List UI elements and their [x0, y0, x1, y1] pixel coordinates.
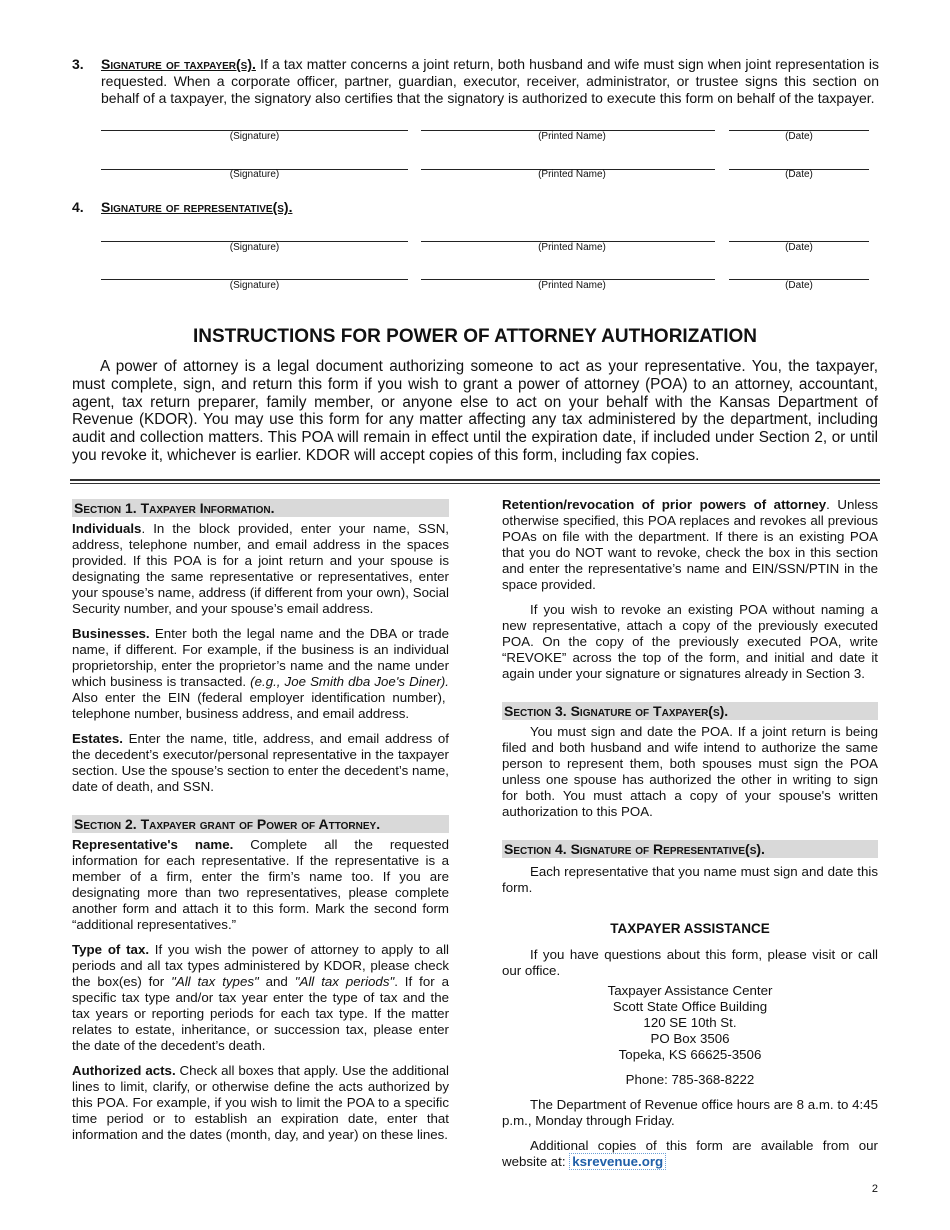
all-tax-types-quote: "All tax types": [171, 974, 259, 989]
type-text-2: . If for a specific tax type and/or tax year enter the type of tax and the tax years or reporting periods for each tax type. If the matter relates to estate, inheritance, or succession tax, please enter the date of the decedent’s death.: [72, 974, 449, 1053]
businesses-label: Businesses.: [72, 626, 150, 641]
retention-text: . Unless otherwise specified, this POA replaces and revokes all previous POAs on file with the department. If there is an existing POA that you do NOT want to revoke, check the box in this section and enter the representative’s name and EIN/SSN/PTIN in the space provided.: [502, 497, 878, 592]
type-of-tax-paragraph: [72, 942, 449, 1054]
address-line: Taxpayer Assistance Center: [607, 983, 773, 998]
section-4-title: Signature of representative(s).: [101, 199, 293, 215]
copies-text: Additional copies of this form are available from our website at:: [502, 1138, 878, 1169]
individuals-label: Individuals: [72, 521, 142, 536]
instructions-intro: [72, 358, 878, 465]
individuals-text: . In the block provided, enter your name, SSN, address, telephone number, and email address in the spaces provided. If this POA is for a joint return and your spouse is designating the same representative or representatives, enter your spouse’s name, address (if different from your own), Social Security number, and your spouse’s email address.: [72, 521, 449, 616]
section-3-number: 3.: [72, 56, 84, 72]
signature-caption: (Signature): [229, 169, 280, 180]
representative-label: Representative's name.: [72, 837, 234, 852]
printed-name-caption: (Printed Name): [538, 169, 606, 180]
date-caption: (Date): [785, 131, 813, 142]
section-4-instructions: Each representative that you name must sign and date this form.: [502, 864, 878, 895]
authorized-acts-label: Authorized acts.: [72, 1063, 176, 1078]
retention-label: Retention/revocation of prior powers of attorney: [502, 497, 827, 512]
address-line: 120 SE 10th St.: [643, 1015, 737, 1030]
retention-paragraph: [502, 497, 878, 593]
phone-number: Phone: 785-368-8222: [625, 1072, 755, 1087]
printed-name-caption: (Printed Name): [538, 131, 606, 142]
authorized-acts-text: Check all boxes that apply. Use the additional lines to limit, clarify, or otherwise define the acts authorized by this POA. For example, if you wish to limit the POA to a specific time period or to establish an expiration date, enter that information and the dates (month, day, and year) on these lines.: [72, 1063, 449, 1142]
date-caption: (Date): [785, 242, 813, 253]
copies-paragraph: [502, 1138, 878, 1170]
section-3-paragraph: [101, 56, 879, 107]
estates-paragraph: [72, 731, 449, 795]
section-2-header: Section 2. Taxpayer grant of Power of Attorney.: [72, 815, 449, 833]
signature-caption: (Signature): [229, 280, 280, 291]
authorized-acts-paragraph: [72, 1063, 449, 1143]
signature-caption: (Signature): [229, 242, 280, 253]
all-tax-periods-quote: "All tax periods": [294, 974, 395, 989]
individuals-paragraph: [72, 521, 449, 617]
type-text: If you wish the power of attorney to apply to all periods and all tax types administered by KDOR, please check the box(es) for: [72, 942, 449, 989]
estates-label: Estates.: [72, 731, 123, 746]
representative-paragraph: [72, 837, 449, 933]
address-line: Topeka, KS 66625-3506: [618, 1047, 762, 1062]
section-3-title: Signature of taxpayer(s).: [101, 56, 256, 72]
section-4-number: 4.: [72, 199, 84, 215]
instructions-title: INSTRUCTIONS FOR POWER OF ATTORNEY AUTHORIZATION: [192, 326, 757, 347]
taxpayer-assistance-title: TAXPAYER ASSISTANCE: [610, 921, 770, 936]
divider: [70, 479, 880, 481]
section-3-instructions: You must sign and date the POA. If a joint return is being filed and both husband and wife intend to authorize the same person to represent them, both spouses must sign the POA unless one spouse has authorized the other in writing to sign for both. You must attach a copy of your spouse's written authorization to this POA.: [502, 724, 878, 819]
left-column: [72, 499, 449, 1152]
section-4-header: Section 4. Signature of Representative(s).: [502, 840, 878, 858]
businesses-paragraph: [72, 626, 449, 722]
businesses-text: Enter both the legal name and the DBA or trade name, if different. For example, if the business is an individual proprietorship, enter the proprietor’s name and the name under which business is transacted.: [72, 626, 449, 689]
section-3-text: If a tax matter concerns a joint return, both husband and wife must sign when joint representation is requested. When a corporate officer, partner, guardian, executor, receiver, administrator, or trustee signs this section on behalf of a taxpayer, the signatory also certifies that the signatory is authorized to execute this form on behalf of the taxpayer.: [101, 56, 879, 106]
website-link[interactable]: ksrevenue.org: [569, 1153, 666, 1170]
page-number: 2: [871, 1183, 878, 1195]
printed-name-caption: (Printed Name): [538, 242, 606, 253]
businesses-text-2: Also enter the EIN (federal employer identification number), telephone number, business address, and email address.: [72, 690, 446, 721]
date-caption: (Date): [785, 169, 813, 180]
right-column: [502, 497, 878, 1179]
office-hours: The Department of Revenue office hours are 8 a.m. to 4:45 p.m., Monday through Friday.: [502, 1097, 878, 1128]
type-and: and: [258, 974, 295, 989]
signature-caption: (Signature): [229, 131, 280, 142]
section-1-header: Section 1. Taxpayer Information.: [72, 499, 449, 517]
type-of-tax-label: Type of tax.: [72, 942, 150, 957]
businesses-example: (e.g., Joe Smith dba Joe's Diner).: [250, 674, 449, 689]
printed-name-caption: (Printed Name): [538, 280, 606, 291]
section-3-header: Section 3. Signature of Taxpayer(s).: [502, 702, 878, 720]
address-line: Scott State Office Building: [612, 999, 768, 1014]
address-line: PO Box 3506: [650, 1031, 730, 1046]
representative-text: Complete all the requested information for each representative. If the representative is a member of a firm, enter the firm’s name too. If you are designating more than two representatives, please complete another form and attach it to this form. Mark the second form “additional representatives.”: [72, 837, 449, 932]
divider: [70, 483, 880, 484]
assistance-text: If you have questions about this form, please visit or call our office.: [502, 947, 878, 978]
estates-text: Enter the name, title, address, and email address of the decedent’s executor/personal representative in the taxpayer section. Use the spouse’s section to enter the decedent’s name, date of death, and SSN.: [72, 731, 449, 794]
intro-text: A power of attorney is a legal document authorizing someone to act as your representative. You, the taxpayer, must complete, sign, and return this form if you wish to grant a power of attorney (POA) to an attorney, accountant, agent, tax return preparer, family member, or anyone else to act on your behalf with the Kansas Department of Revenue (KDOR). You may use this form for any matter affecting any tax administered by the department, including audit and collection matters. This POA will remain in effect until the expiration date, if included under Section 2, or until you revoke it, whichever is earlier. KDOR will accept copies of this form, including fax copies.: [72, 358, 878, 464]
date-caption: (Date): [785, 280, 813, 291]
revoke-paragraph: If you wish to revoke an existing POA without naming a new representative, attach a copy of the previously executed POA. On the copy of the previously executed POA, write “REVOKE” across the top of the form, and initial and date it again under your signature or signatures already in Section 3.: [502, 602, 878, 681]
